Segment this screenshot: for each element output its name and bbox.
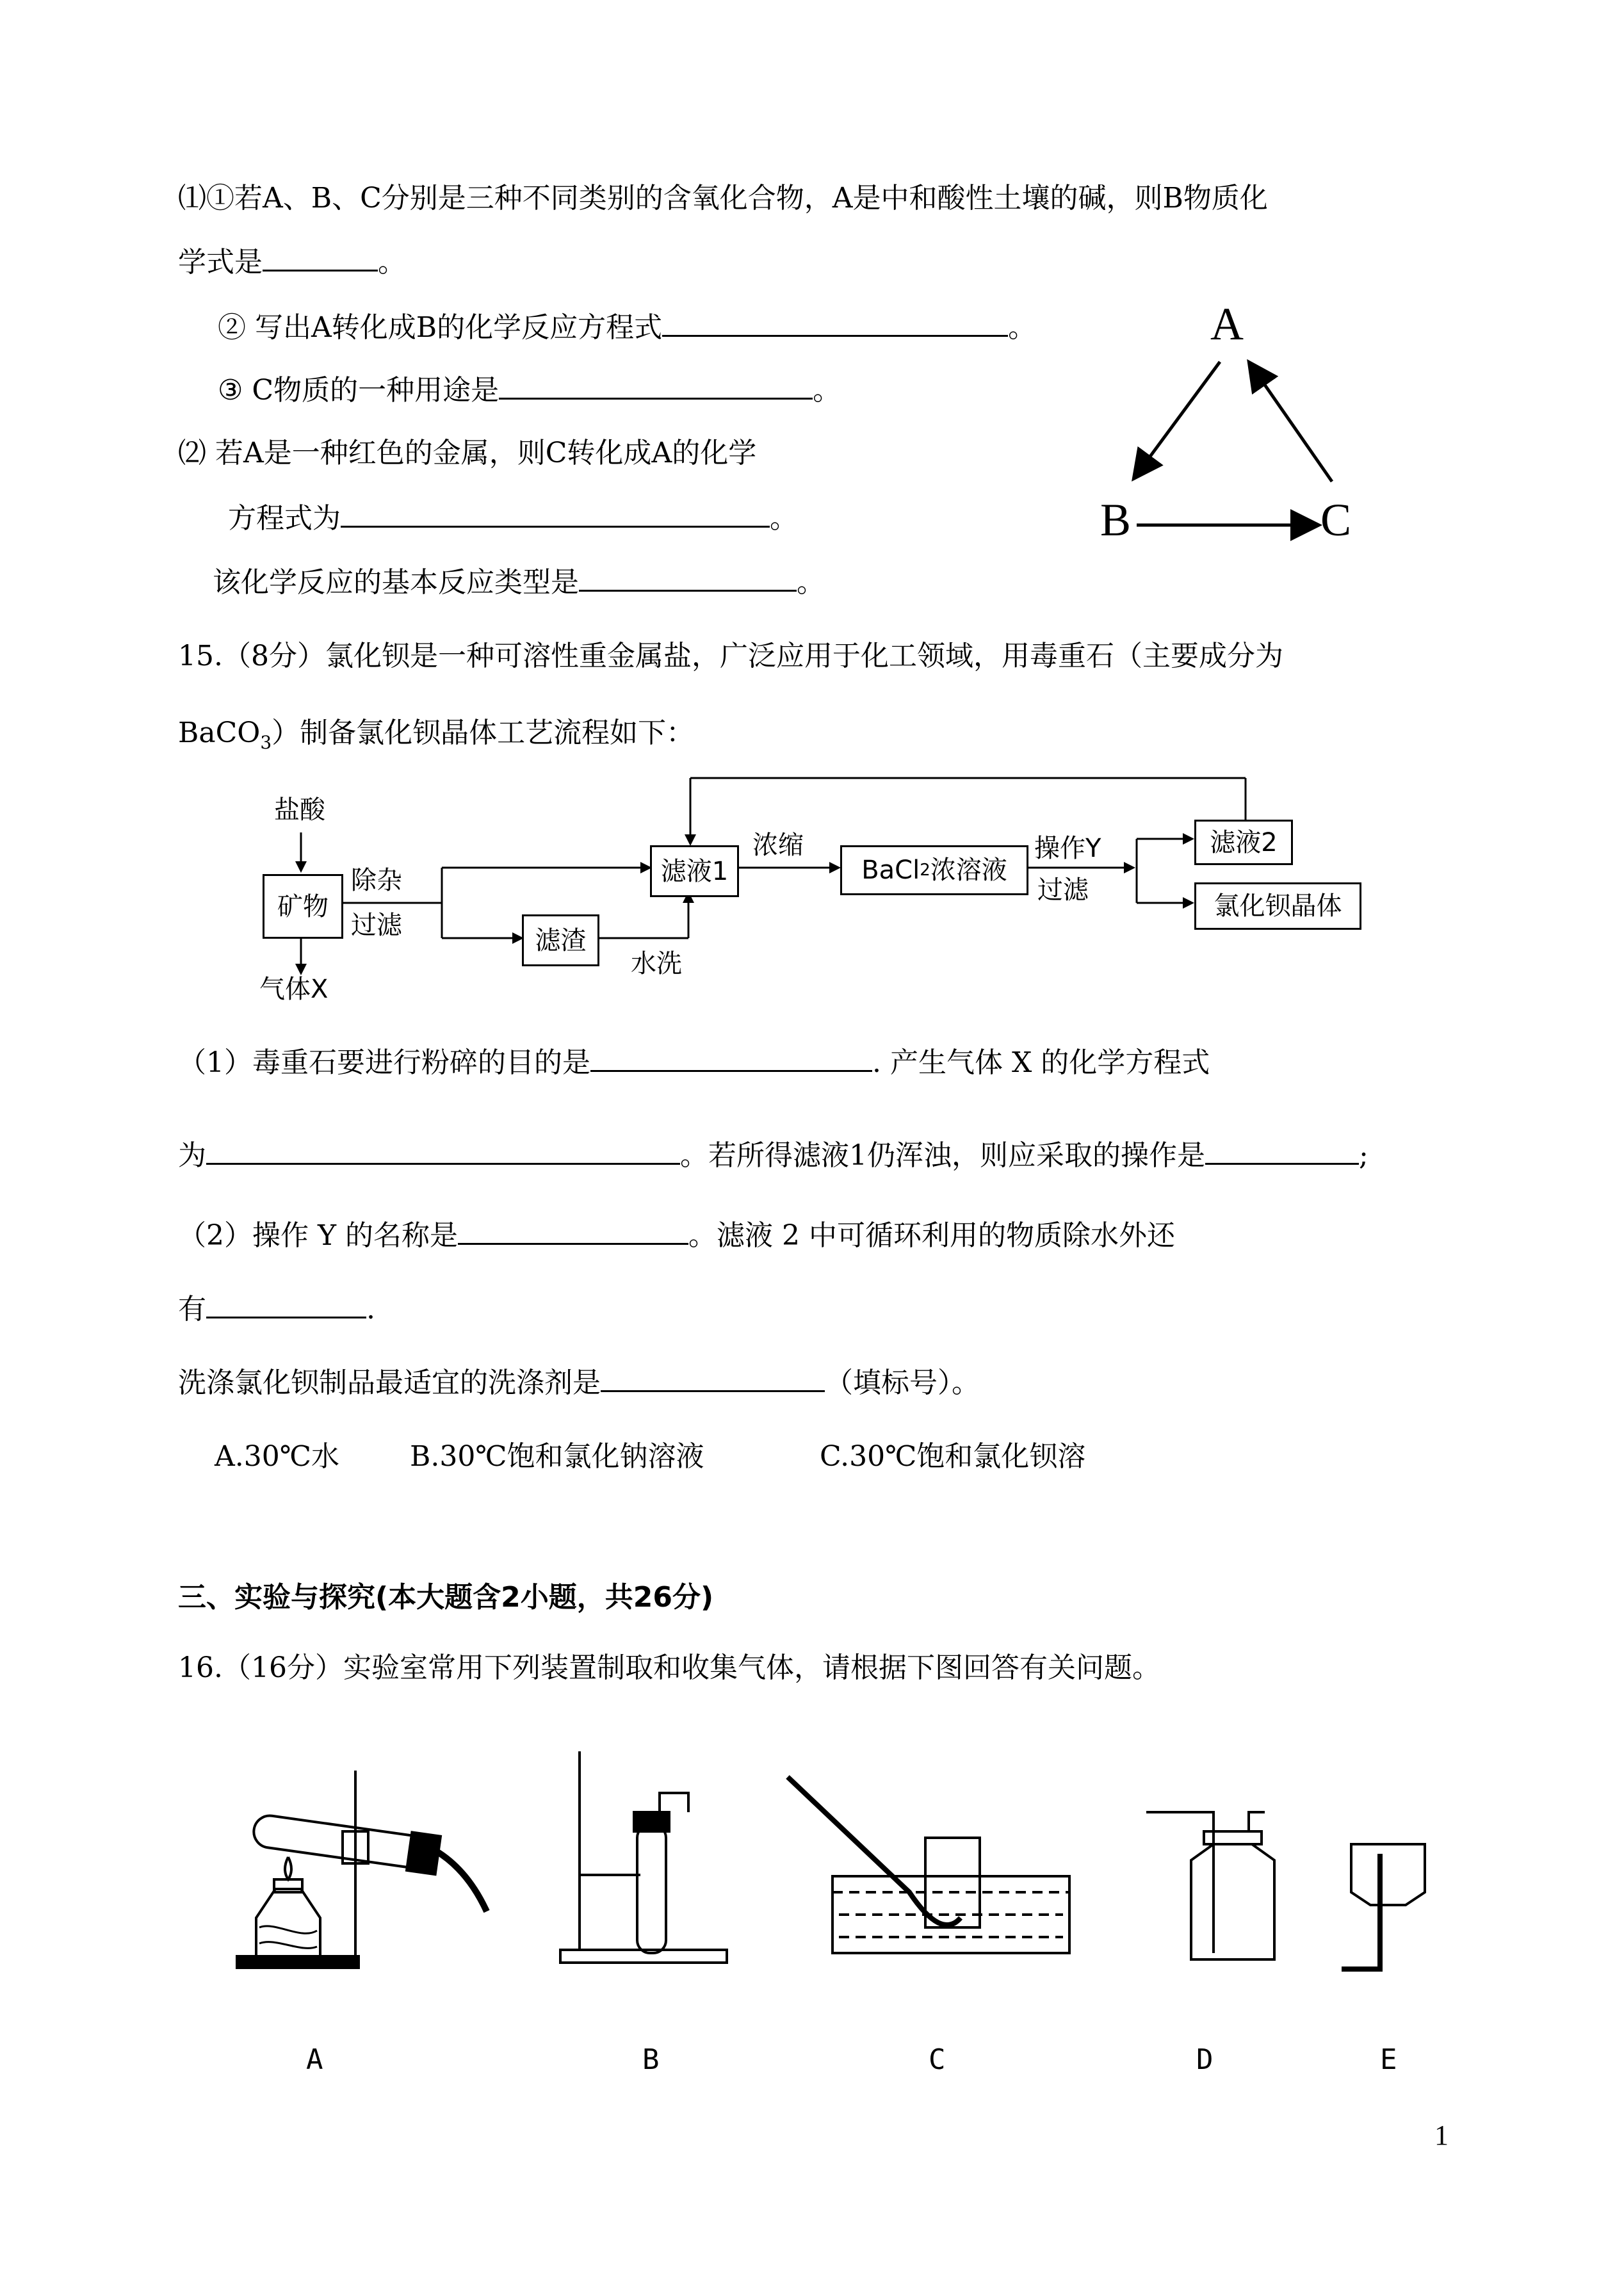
flow-crystal-box: 氯化钡晶体 <box>1194 882 1361 930</box>
apparatus-label-e: E <box>1380 2043 1397 2076</box>
flow-filtrate2-box: 滤液2 <box>1194 820 1293 865</box>
q15-s2-b: 。滤液 2 中可循环利用的物质除水外还 <box>688 1219 1175 1252</box>
q15-bac-sub: 3 <box>260 731 272 753</box>
q14-line1: ⑴①若A、B、C分别是三种不同类别的含氧化合物，A是中和酸性土壤的碱，则B物质化 <box>178 182 1268 215</box>
q15-s2-d: . <box>366 1293 375 1326</box>
flow-filter2: 过滤 <box>1037 875 1089 905</box>
q15-s2-a: （2）操作 Y 的名称是 <box>178 1219 459 1252</box>
q15-s1-e: ; <box>1359 1139 1368 1172</box>
q14-line2-end: 。 <box>378 246 406 279</box>
q15-s3-b: （填标号）。 <box>825 1366 980 1399</box>
triangle-label-c: C <box>1320 494 1352 546</box>
flow-concentrate: 浓缩 <box>752 831 804 860</box>
flow-filter1: 过滤 <box>351 911 402 940</box>
q14-line3-end: 。 <box>1008 311 1037 344</box>
q14-line5: ⑵ 若A是一种红色的金属，则C转化成A的化学 <box>178 437 757 469</box>
q15-s1-a: （1）毒重石要进行粉碎的目的是 <box>178 1046 590 1079</box>
flow-ore-box: 矿物 <box>263 874 343 939</box>
triangle-label-a: A <box>1210 298 1244 350</box>
q15-s2-c: 有 <box>178 1293 206 1326</box>
page-number: 1 <box>1434 2120 1449 2151</box>
q14-line3-text: ② 写出A转化成B的化学反应方程式 <box>218 311 663 344</box>
q15-s1-c: 为 <box>178 1139 206 1172</box>
q14-line6-end: 。 <box>770 502 798 535</box>
q15-option-c: C.30℃饱和氯化钡溶 <box>820 1440 1086 1473</box>
q14-line4-text: ③ C物质的一种用途是 <box>218 374 499 407</box>
q15-s1-d: 。若所得滤液1仍浑浊，则应采取的操作是 <box>680 1139 1205 1172</box>
section-three-heading: 三、实验与探究(本大题含2小题，共26分) <box>178 1581 714 1614</box>
flow-gas-x: 气体X <box>259 975 329 1004</box>
triangle-label-b: B <box>1100 494 1132 546</box>
q15-s1-b: . 产生气体 X 的化学方程式 <box>872 1046 1210 1079</box>
flow-bacl2-text: BaCl <box>861 856 920 885</box>
q15-s3-a: 洗涤氯化钡制品最适宜的洗涤剂是 <box>178 1366 601 1399</box>
q15-option-a: A.30℃水 <box>215 1440 339 1473</box>
apparatus-label-b: B <box>642 2043 660 2076</box>
q14-line7-text: 该化学反应的基本反应类型是 <box>213 566 579 599</box>
apparatus-label-c: C <box>929 2043 946 2076</box>
flow-bacl2-rest: 浓溶液 <box>930 856 1007 885</box>
flow-bacl2-sub: 2 <box>920 861 930 880</box>
q15-bac-text: BaCO <box>178 717 261 749</box>
flow-wash: 水洗 <box>631 949 682 978</box>
q15-option-b: B.30℃饱和氯化钠溶液 <box>410 1440 704 1473</box>
apparatus-label-d: D <box>1196 2043 1214 2076</box>
q14-line2-text: 学式是 <box>178 246 263 279</box>
flow-residue-box: 滤渣 <box>522 914 599 966</box>
q15-line1: 15.（8分）氯化钡是一种可溶性重金属盐，广泛应用于化工领域，用毒重石（主要成分为 <box>178 640 1283 672</box>
q15-line2-text: ）制备氯化钡晶体工艺流程如下： <box>272 717 695 749</box>
flow-hcl: 盐酸 <box>274 795 325 825</box>
q14-line7-end: 。 <box>797 566 825 599</box>
q14-line4-end: 。 <box>813 374 841 407</box>
apparatus-label-a: A <box>306 2043 323 2076</box>
flow-remove: 除杂 <box>351 866 402 895</box>
q16-line1: 16.（16分）实验室常用下列装置制取和收集气体，请根据下图回答有关问题。 <box>178 1651 1160 1684</box>
flow-filtrate1-box: 滤液1 <box>650 845 739 897</box>
flow-operation-y: 操作Y <box>1034 834 1101 863</box>
q14-line6-text: 方程式为 <box>228 502 341 535</box>
